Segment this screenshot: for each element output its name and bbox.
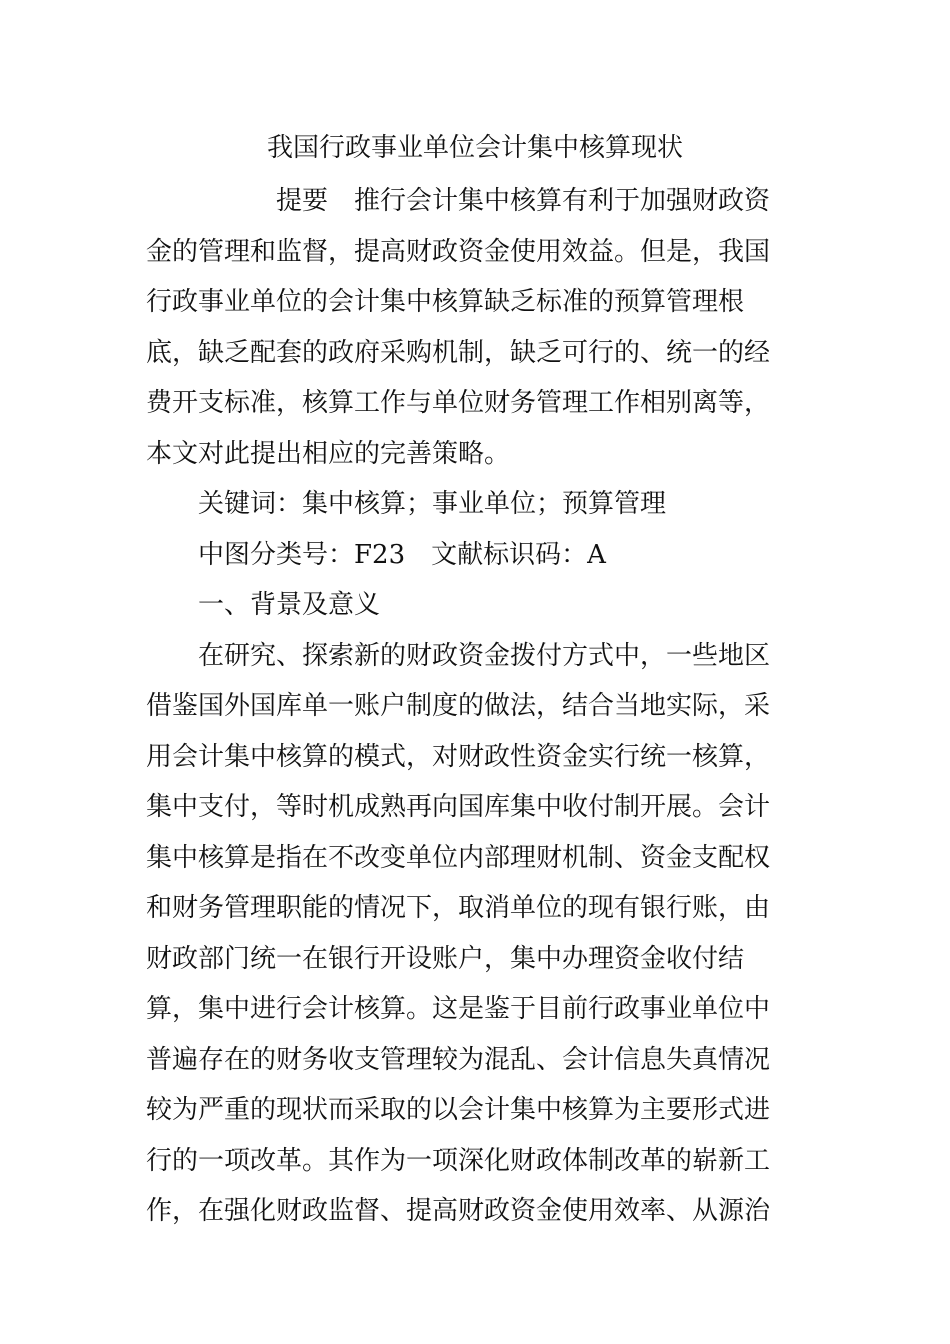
text-line: 金的管理和监督，提高财政资金使用效益。但是，我国 <box>146 236 771 267</box>
text-line: 借鉴国外国库单一账户制度的做法，结合当地实际，采 <box>146 691 771 721</box>
text-line: 集中核算是指在不改变单位内部理财机制、资金支配权 <box>146 842 771 873</box>
text-line: 普遍存在的财务收支管理较为混乱、会计信息失真情况 <box>146 1044 771 1075</box>
text-line: 集中支付，等时机成熟再向国库集中收付制开展。会计 <box>146 792 771 822</box>
text-line: 和财务管理职能的情况下，取消单位的现有银行账，由 <box>146 893 771 923</box>
text-line: 用会计集中核算的模式，对财政性资金实行统一核算， <box>146 741 771 772</box>
text-line: 财政部门统一在银行开设账户，集中办理资金收付结 <box>146 943 745 974</box>
text-line: 关键词：集中核算；事业单位；预算管理 <box>198 489 667 519</box>
text-line: 较为严重的现状而采取的以会计集中核算为主要形式进 <box>146 1095 771 1125</box>
document-title: 我国行政事业单位会计集中核算现状 <box>266 133 683 163</box>
document-body <box>146 176 786 1237</box>
text-line: 费开支标准，核算工作与单位财务管理工作相别离等， <box>146 388 771 418</box>
text-line: 作，在强化财政监督、提高财政资金使用效率、从源治 <box>146 1196 771 1226</box>
text-line: 中图分类号：F23 文献标识码：A <box>198 539 606 570</box>
text-line: 算，集中进行会计核算。这是鉴于目前行政事业单位中 <box>146 994 771 1024</box>
text-line: 行政事业单位的会计集中核算缺乏标准的预算管理根 <box>146 287 745 317</box>
text-line: 本文对此提出相应的完善策略。 <box>146 438 511 469</box>
text-line: 在研究、探索新的财政资金拨付方式中，一些地区 <box>198 640 771 671</box>
text-line: 行的一项改革。其作为一项深化财政体制改革的崭新工 <box>146 1145 771 1176</box>
text-line: 一、背景及意义 <box>198 590 381 620</box>
text-line: 提要 推行会计集中核算有利于加强财政资 <box>276 186 771 216</box>
text-line: 底，缺乏配套的政府采购机制，缺乏可行的、统一的经 <box>146 337 771 368</box>
